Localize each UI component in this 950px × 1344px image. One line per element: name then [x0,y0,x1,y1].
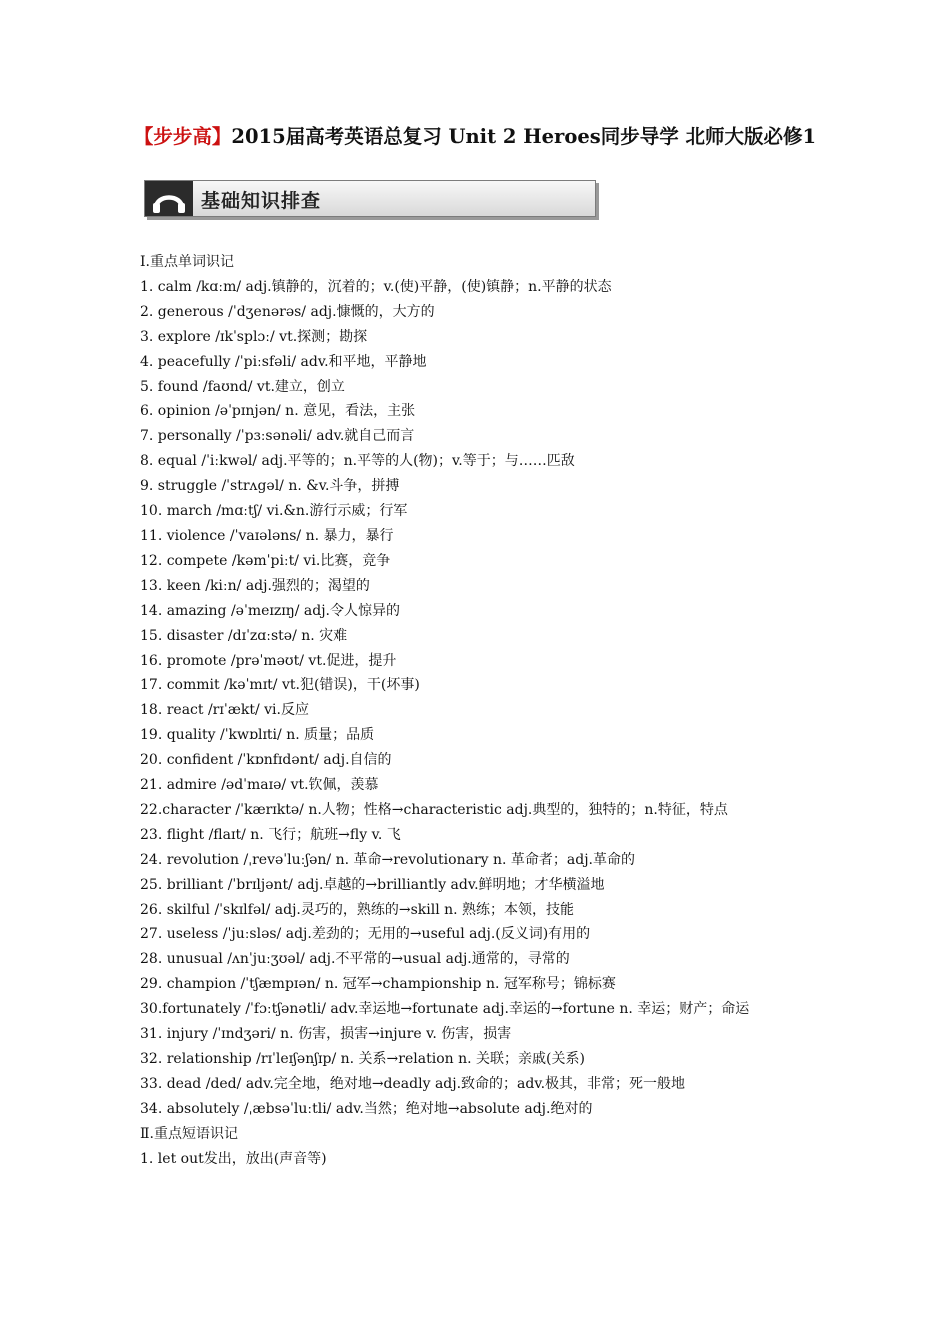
word-entry: 14. amazing /əˈmeɪzɪŋ/ adj.令人惊异的 [140,602,400,619]
word-entry: 13. keen /kiːn/ adj.强烈的；渴望的 [140,577,370,594]
word-entry: 34. absolutely /ˌæbsəˈluːtli/ adv.当然；绝对地→absolute adj.绝对的 [140,1100,593,1117]
word-entry: 2. generous /ˈdʒenərəs/ adj.慷慨的，大方的 [140,303,435,320]
word-entry: 18. react /rɪˈækt/ vi.反应 [140,702,309,719]
word-entry: 32. relationship /rɪˈleɪʃənʃɪp/ n. 关系→relation n. 关联；亲戚(关系) [140,1051,585,1067]
word-entry: 27. useless /ˈjuːsləs/ adj.差劲的；无用的→useful adj.(反义词)有用的 [140,926,591,943]
word-entry: 28. unusual /ʌnˈjuːʒʊəl/ adj.不平常的→usual adj.通常的，寻常的 [140,951,570,968]
word-entry: 29. champion /ˈtʃæmpɪən/ n. 冠军→championship n. 冠军称号；锦标赛 [140,976,616,993]
headphones-icon [145,181,193,216]
word-entry: 8. equal /ˈiːkwəl/ adj.平等的；n.平等的人(物)；v.等于；与……匹敌 [140,453,575,470]
document-body [140,250,830,1172]
word-entry: 19. quality /ˈkwɒlɪti/ n. 质量；品质 [140,727,375,744]
word-entry: 17. commit /kəˈmɪt/ vt.犯(错误)，干(坏事) [140,677,420,694]
word-entry: 10. march /mɑːtʃ/ vi.&n.游行示威；行军 [140,503,408,520]
word-entry: 15. disaster /dɪˈzɑːstə/ n. 灾难 [140,627,348,644]
word-entry: 6. opinion /əˈpɪnjən/ n. 意见，看法，主张 [140,403,416,420]
phrase-entry: 1. let out发出，放出(声音等) [140,1150,327,1167]
word-entry: 7. personally /ˈpɜːsənəli/ adv.就自己而言 [140,428,415,445]
document-title [120,123,830,150]
word-entry: 22.character /ˈkærɪktə/ n.人物；性格→characteristic adj.典型的，独特的；n.特征，特点 [140,801,728,818]
word-entry: 23. flight /flaɪt/ n. 飞行；航班→fly v. 飞 [140,826,401,843]
word-entry: 21. admire /ədˈmaɪə/ vt.钦佩，羡慕 [140,777,379,794]
word-entry: 33. dead /ded/ adv.完全地，绝对地→deadly adj.致命的；adv.极其，非常；死一般地 [140,1075,686,1092]
phrase-list [140,1147,830,1172]
word-entry: 31. injury /ˈɪndʒəri/ n. 伤害，损害→injure v. 伤害，损害 [140,1026,512,1043]
title-publisher: 【步步高】 [133,125,232,148]
banner-label: 基础知识排查 [201,190,322,212]
word-entry: 16. promote /prəˈməʊt/ vt.促进，提升 [140,652,397,669]
word-entry: 12. compete /kəmˈpiːt/ vi.比赛，竞争 [140,552,391,569]
title-text: 2015届高考英语总复习 Unit 2 Heroes同步导学 北师大版必修1 [231,125,817,148]
word-entry: 1. calm /kɑːm/ adj.镇静的，沉着的；v.(使)平静，(使)镇静；n.平静的状态 [140,278,612,295]
word-entry: 3. explore /ɪkˈsplɔː/ vt.探测；勘探 [140,328,368,345]
word-list [140,275,830,1122]
word-entry: 20. confident /ˈkɒnfɪdənt/ adj.自信的 [140,752,392,769]
word-entry: 9. struggle /ˈstrʌgəl/ n. &v.斗争，拼搏 [140,478,400,495]
word-entry: 30.fortunately /ˈfɔːtʃənətli/ adv.幸运地→fortunate adj.幸运的→fortune n. 幸运；财产；命运 [140,1001,750,1018]
section-heading-words: Ⅰ.重点单词识记 [140,254,234,270]
section-banner [144,180,596,217]
word-entry: 25. brilliant /ˈbrɪljənt/ adj.卓越的→brilliantly adv.鲜明地；才华横溢地 [140,876,605,893]
word-entry: 26. skilful /ˈskɪlfəl/ adj.灵巧的，熟练的→skill n. 熟练；本领，技能 [140,901,575,918]
section-heading-phrases: Ⅱ.重点短语识记 [140,1125,238,1142]
word-entry: 11. violence /ˈvaɪələns/ n. 暴力，暴行 [140,527,394,544]
word-entry: 24. revolution /ˌrevəˈluːʃən/ n. 革命→revolutionary n. 革命者；adj.革命的 [140,851,636,868]
word-entry: 5. found /faʊnd/ vt.建立，创立 [140,378,345,395]
word-entry: 4. peacefully /ˈpiːsfəli/ adv.和平地，平静地 [140,353,427,370]
